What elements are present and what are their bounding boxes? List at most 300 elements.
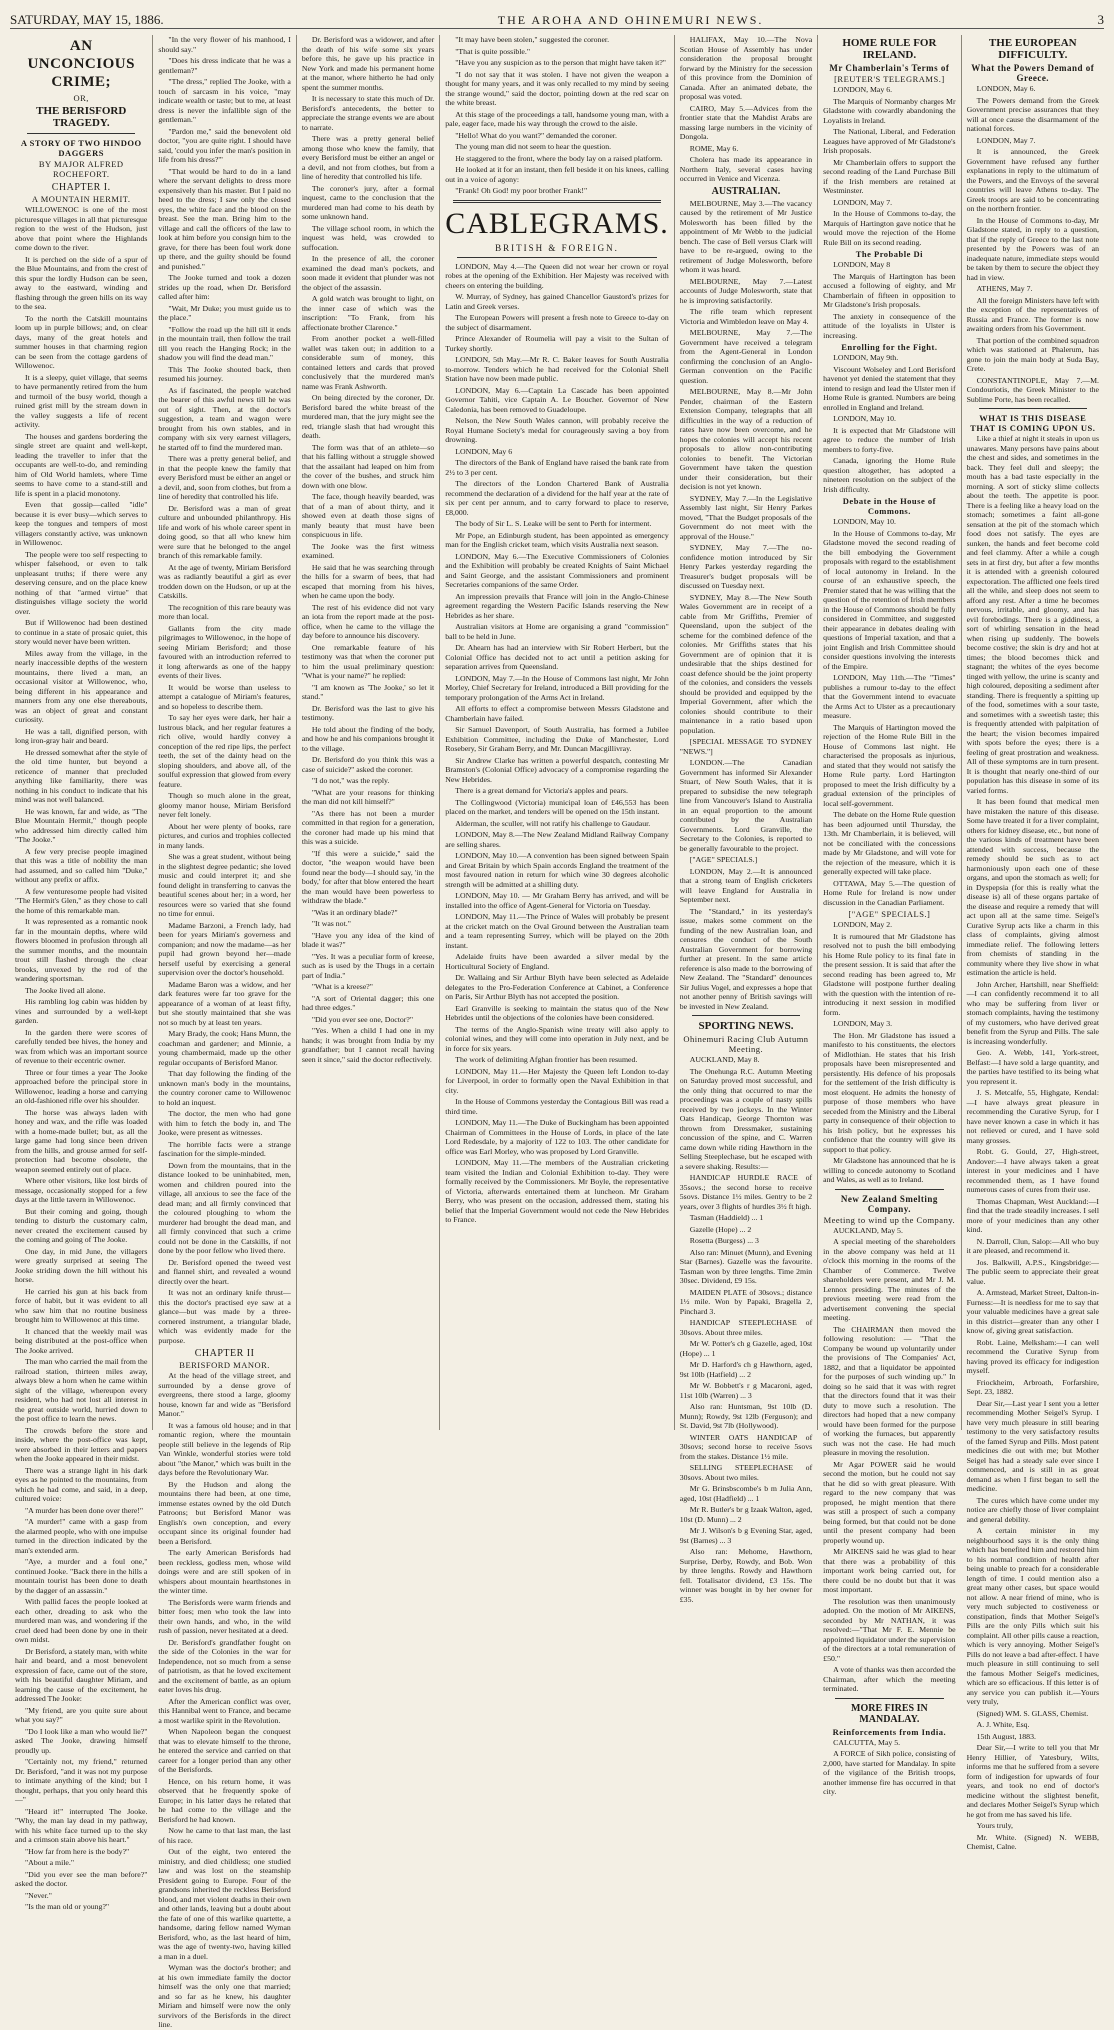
paragraph: "Is the man old or young?" <box>25 1902 110 1911</box>
paragraph: The Jooke turned and took a dozen strides up the road, when Dr. Berisford called after him: <box>158 273 291 301</box>
paragraph: He was a tall, dignified person, with long iron-gray hair and beard. <box>15 726 148 745</box>
paragraph: LONDON, May 11th.—The "Times" publishes a rumour to-day to the effect that the Government intend to evacuate the Arms Act to Ulster as a precautionary measure. <box>823 673 956 720</box>
paragraph: "Does his dress indicate that he was a gentleman?" <box>158 56 291 75</box>
column-3 <box>297 35 440 1430</box>
paragraph: In the House of Commons to-day, Mr Gladstone stated, in reply to a question, that if the reply of Greece to the last note presented by the Powers was of an inadequate nature, immediate steps would be taken by them to secure the object they had in view. <box>966 215 1099 282</box>
paragraph: There was a strange light in his dark eyes as he pointed to the mountains, from which he had come, and said, in a deep, cultured voice: <box>15 1465 148 1503</box>
probable-heading: The Probable Di <box>855 249 924 259</box>
paragraph: SYDNEY, May 7.—The no-confidence motion introduced by Sir Henry Parkes yesterday regarding the Treasurer's budget proposals will be discussed on Tuesday next. <box>679 543 813 590</box>
paragraph: Madame Barzoni, a French lady, had been for years Miriam's governess and companion; and now the madame—as her pupil had grown beyond her—made herself useful by exercising a general supervision over the doctor's household. <box>158 920 291 977</box>
paragraph: Dr. Ahearn has had an interview with Sir Robert Herbert, but the Colonial Office has decided not to act until a petition asking for separation arrives from Queensland. <box>445 643 669 671</box>
paragraph: The Berisfords were warm friends and bitter foes; men who took the law into their own hands, and who, in the wild rush of passion, never hesitated at a deed. <box>158 1597 291 1635</box>
paragraph: "Was it an ordinary blade?" <box>311 907 398 917</box>
paragraph: "Have you any idea of the kind of blade it was?" <box>301 930 435 949</box>
column-6-body-d <box>823 517 955 907</box>
paragraph: "Did you ever see the man before?" asked the doctor. <box>15 1869 148 1888</box>
paragraph: Dr Berisford, a stately man, with white hair and beard, and a most benevolent expression of face, came out of the store, with his beautiful daughter Miriam, and learning the cause of the excitement, he addressed The Jooke: <box>15 1646 148 1703</box>
paragraph: "Do I look like a man who would lie?" asked The Jooke, drawing himself proudly up. <box>15 1726 148 1755</box>
paragraph: The horse was always laden with honey and wax, and the rifle was loaded with a home-made bullet; but, as all the large game had long since been driven from the hills, and grouse armed for self-protection had become obsolete, the weapon seemed entirely out of place. <box>15 1107 148 1174</box>
paragraph: MELBOURNE, May 8.—Mr John Pender, chairman of the Eastern Extension Company, telegraphs that all difficulties in the way of a reduction of rates have now been overcome, and he hopes the colonies will accept his recent proposals to allow non-contributing colonies to benefit. The Victorian Government have taken the question under their consideration, but their decision is not yet known. <box>679 387 813 491</box>
european-heading: THE EUROPEAN DIFFICULTY. <box>988 37 1077 61</box>
paragraph: Yours truly, <box>976 1821 1013 1830</box>
paragraph: Madame Baron was a widow, and her dark features were far too grave for the appearance of a woman of at least fifty, but she stoutly maintained that she was not so much by at least ten years. <box>158 979 291 1027</box>
paragraph: A special meeting of the shareholders in the above company was held at 11 o'clock this morning in the rooms of the Chamber of Commerce. Twelve shareholders were present, and Mr J. M. Lennox presiding. The minutes of the previous meeting were read from the advertisement convening the special meeting. <box>823 1237 956 1322</box>
paragraph: As if fascinated, the people watched the bearer of this awful news till he was out of sight. Then, at the doctor's suggestion, a team and wagon were brought from his own stables, and in company with six very earnest villagers, he started off to find the murdered man. <box>158 385 291 452</box>
paragraph: "My friend, are you quite sure about what you say?" <box>15 1705 148 1724</box>
paragraph: "I do not," was the reply. <box>311 776 390 785</box>
paragraph: LONDON, 5th May.—Mr R. C. Baker leaves for South Australia to-morrow. Tenders which he had received for the Colonial Shell Station have now been made public. <box>445 355 669 383</box>
paragraph: It is expected that Mr Gladstone will agree to reduce the number of Irish members to forty-five. <box>823 425 956 454</box>
paragraph: Cholera has made its appearance in Northern Italy, several cases having occurred in Venice and Vicenza. <box>679 155 813 183</box>
paragraph: The Jooke was the first witness examined. <box>301 541 435 560</box>
paragraph: It was represented as a romantic nook far in the mountain depths, where wild flowers bloomed in profusion through all the summer months, and the mountain trout still flashed through the clear brooks, unvexed by the rod of the wandering sportsman. <box>15 917 148 983</box>
paragraph: Mr D. Harford's ch g Hawthorn, aged, 9st 10lb (Hatfield) ... 2 <box>679 1360 813 1379</box>
issue-date: SATURDAY, MAY 15, 1886. <box>10 12 164 27</box>
paragraph: Adelaide fruits have been awarded a silver medal by the Horticultural Society of England. <box>445 952 669 971</box>
paragraph: CALCUTTA, May 5. <box>833 1737 901 1747</box>
paragraph: [SPECIAL MESSAGE TO SYDNEY "NEWS."] <box>679 737 813 756</box>
paragraph: The form was that of an athlete—so that his falling without a struggle showed that the assailant had leaped on him from the cover of the bushes, and struck him down with one blow. <box>301 442 435 490</box>
chapter-subheading: A MOUNTAIN HERMIT. <box>31 194 131 204</box>
paragraph: Mr G. Brinsbscombe's b m Julia Ann, aged, 10st (Hadfield) ... 1 <box>679 1484 813 1503</box>
paragraph: Three or four times a year The Jooke approached before the principal store in Willowenoc, leading a horse and carrying an old-fashioned rifle over his shoulder. <box>15 1067 148 1105</box>
paragraph: Robt. G. Gould, 27, High-street, Andover:—I have always taken a great interest in your medicines and I have recommended them, as I have found numerous cases of cures from their use. <box>966 1147 1099 1194</box>
column-6-body-f <box>823 1226 955 1694</box>
paragraph: Dr. Berisford was a widower, and after the death of his wife some six years before this, he gave up his practice in New York and made his permanent home at the manor, where hitherto he had only spent the summer months. <box>301 35 435 92</box>
story-subtitle: THE BERISFORD TRAGEDY. <box>36 105 127 129</box>
paragraph: On being directed by the coroner, Dr. Berisford bared the white breast of the murdered man, that the jury might see the red, triangle slash that had wrought this death. <box>301 393 435 440</box>
paragraph: HANDICAP STEEPLECHASE of 30sovs. About three miles. <box>679 1318 813 1337</box>
paragraph: LONDON, May 7. <box>976 135 1036 145</box>
paragraph: Friockheim, Arbroath, Forfarshire, Sept. 23, 1882. <box>966 1377 1099 1396</box>
paragraph: "That is quite possible." <box>455 46 531 56</box>
paragraph: OTTAWA, May 5.—The question of Home Rule for Ireland is now under discussion in the Canadian Parliament. <box>823 878 956 907</box>
paragraph: From another pocket a well-filled wallet was taken out; in addition to a considerable sum of money, this contained letters and cards that proved conclusively that the murdered man's name was Frank Ashworth. <box>301 334 435 391</box>
paragraph: LONDON, May 2.—It is announced that a strong team of English cricketers will leave England for Australia in September next. <box>679 866 813 904</box>
paragraph: Wyman was the doctor's brother; and at his own immediate family the doctor himself was the only one that married; and so far as he knew, his daughter Miriam and himself were now the only survivors of the Berisfords in the direct line. <box>158 1963 291 2029</box>
paragraph: The Collingwood (Victoria) municipal loan of £46,553 has been placed on the market, and tenders will be opened on the 15th instant. <box>445 797 669 816</box>
paragraph: It is a sleepy, quiet village, that seems to have permanently retired from the hum and turmoil of the busy world, though a ruined grist mill by the stream down in the valley suggests a life of recent activity. <box>15 372 148 429</box>
paragraph: LONDON, May 2. <box>833 920 893 929</box>
paragraph: HALIFAX, May 10.—The Nova Scotian House of Assembly has under consideration the proposal brought forward by the Ministry for the secession of this province from the Dominion of Canada. After an animated debate, the proposal was voted. <box>679 35 813 101</box>
paragraph: A few very precise people imagined that this was a title of nobility the man had assumed, and so called him "Duke," without any prefix or affix. <box>15 846 148 884</box>
paragraph: Canada, ignoring the Home Rule question altogether, has adopted a nineteen resolution on the subject of the Irish difficulty. <box>823 456 956 494</box>
paragraph: His rambling log cabin was hidden by vines and surrounded by a well-kept garden. <box>15 997 148 1025</box>
paragraph: At this stage of the proceedings a tall, handsome young man, with a pale, eager face, made his way through the crowd to the aisle. <box>445 109 669 128</box>
paragraph: Out of the eight, two entered the ministry, and died childless; one studied law and was lost on the steamship President going to Europe. Four of the grandsons inherited the reckless Berisford blood, and met violent deaths in their own and other lands, leaving but a doubt about the fate of one of this warlike quartette, a handsome, daring fellow named Wyman Berisford, who, as the last heard of him, was the age of twenty-two, having killed a man in a duel. <box>158 1847 291 1961</box>
paragraph: In the House of Commons to-day, the Marquis of Hartington gave notice that he would move the rejection of the Home Rule Bill on its second reading. <box>823 209 956 247</box>
paragraph: The crowds before the store and inside, where the post-office was kept, were absorbed in their letters and papers when the Jooke appeared in their midst. <box>15 1425 148 1463</box>
paragraph: "Have you any suspicion as to the person that might have taken it?" <box>455 58 666 67</box>
paragraph: The man who carried the mail from the railroad station, thirteen miles away, always blew a horn when he came within sight of the village, whereupon every resident, who had not lost all interest in the great outside world, hurried down to the post office to learn the news. <box>15 1357 148 1423</box>
paragraph: LONDON, May 4.—The Queen did not wear her crown or royal robes at the opening of the Exhibition. Her Majesty was received with cheers on entering the building. <box>445 261 669 290</box>
paragraph: "Frank! Oh God! my poor brother Frank!" <box>455 186 588 195</box>
paragraph: Tasman (Haddield) ... 1 <box>689 1213 764 1222</box>
divider <box>835 1189 943 1190</box>
paragraph: Mr J. Wilson's b g Evening Star, aged, 9st (Barnes) ... 3 <box>679 1526 813 1545</box>
paragraph: W. Murray, of Sydney, has gained Chancellor Gaustord's prizes for Latin and Greek verses. <box>445 292 669 311</box>
debate-heading: Debate in the House of Commons. <box>842 496 936 516</box>
paragraph: A certain minister in my neighbourhood says it is the only thing which has benefited him and restored him to his normal condition of health after being unable to preach for a considerable length of time. I could mention also a great many other cases, but space would not allow. A near friend of mine, who is very much subjected to costiveness or constipation, finds that Mother Seigel's Pills are the only Pills which suit his complaint. All other pills cause a reaction, which is very annoying. Mother Seigel's Pills do not leave a bad after-effect. I have much pleasure in still continuing to sell the famous Mother Seigel's medicines, which are so efficacious. If this letter is of any service you can publish it.—Yours very truly, <box>966 1526 1099 1706</box>
paragraph: Viscount Wolseley and Lord Berisford havenot yet denied the statement that they intend to resign and lead the Ulster men if Home Rule is granted. Numbers are being enrolled in England and Ireland. <box>823 364 956 412</box>
paragraph: It is perched on the side of a spur of the Blue Mountains, and from the crest of this spur the lordly Hudson can be seen, away to the eastward, winding and flashing through the green hills on its way to the sea. <box>15 254 148 311</box>
paragraph: The Marquis of Hartington has been accused a following of eighty, and Mr Chamberlain of fifteen in opposition to Mr Gladstone's Irish proposals. <box>823 271 956 309</box>
paragraph: Also ran: Minuet (Munn), and Evening Star (Barnes). Gazelle was the favourite. Tasman won by three lengths. Time 2min 30sec. Dividend, £9 15s. <box>679 1247 813 1285</box>
paragraph: Sir Samuel Davenport, of South Australia, has formed a Jubilee Exhibition Committee, including the Duke of Manchester, Lord Rosebery, Sir Graham Berry, and Mr. Duncan Macgillivray. <box>445 725 669 753</box>
paragraph: "A sort of Oriental dagger; this one had three edges." <box>301 993 435 1012</box>
divider <box>453 200 661 203</box>
paragraph: The CHAIRMAN then moved the following resolution: — "That the Company be wound up voluntarily under the provisions of The Companies' Act, 1882, and that a liquidator be appointed for the purposes of such winding up." In doing so he said that it was with regret that the directors found that it was their duty to move such a resolution. The directors had hoped that a new company would have been formed for the purpose of working the furnaces, but apparently such was not the case. He had much pleasure in moving the resolution. <box>823 1324 956 1457</box>
paragraph: "I am known as 'The Jooke,' so let it stand." <box>301 682 435 701</box>
paragraph: The horrible facts were a strange fascination for the simple-minded. <box>158 1139 291 1158</box>
paragraph: The terms of the Anglo-Spanish wine treaty will also apply to colonial wines, and they will come into operation in July next, and be in force for six years. <box>445 1024 669 1053</box>
paragraph: A vote of thanks was then accorded the Chairman, after which the meeting terminated. <box>823 1665 956 1693</box>
paragraph: In the garden there were scores of carefully tended bee hives, the honey and wax from which was an important source of revenue to their eccentric owner. <box>15 1027 148 1065</box>
paragraph: John Archer, Hartshill, near Sheffield:—I can confidently recommend it to all who may be suffering from liver or stomach complaints, having the testimony of my customers, who have derived great benefit from the Syrup and Pills. The sale is increasing wonderfully. <box>966 979 1099 1046</box>
paragraph: The "Standard," in its yesterday's issue, makes some comment on the funding of the new Australian loan, and censures the conduct of the South Australian Government for borrowing further at present. In the same article reference is also made to the borrowing of New Zealand. The "Standard" denounces Sir Julius Vogel, and expresses a hope that not another penny of British savings will be invested in New Zealand. <box>679 906 813 1011</box>
paragraph: "Follow the road up the hill till it ends in the mountain trail, then follow the trail till you reach the Hanging Rock; in the shadow you will find the dead man." <box>158 324 291 362</box>
paragraph: Mr W. Bobbett's r g Macaroni, aged, 11st 10lb (Warren) ... 3 <box>679 1381 813 1400</box>
paragraph: Mr. White. (Signed) N. WEBB, Chemist, Calne. <box>966 1832 1099 1851</box>
paragraph: ["AGE" SPECIALS.] <box>689 855 758 864</box>
story-or: OR, <box>73 93 89 103</box>
paragraph: LONDON, May 11.—The members of the Australian cricketing team visited the Indian and Colonial Exhibition to-day. They were formally received by the Commissioners. Mr Boyle, the representative of Victoria, afterwards entertained them at luncheon. Mr Graham Berry, who was present on the occasion, addressed them, stating his belief that the Imperial Government would not cede the New Hebrides to France. <box>445 1158 669 1224</box>
paragraph: LONDON, May 6.—The Executive Commissioners of Colonies and the Exhibition will probably be created Knights of Saint Michael and Saint George, and the assistant Commissioners and prominent Secretaries companions of the same Order. <box>445 551 669 589</box>
paragraph: The rifle team which represent Victoria and Wimbledon leave on May 4. <box>679 307 813 326</box>
paragraph: "A murder has been done over there!" <box>25 1505 144 1515</box>
paragraph: SELLING STEEPLECHASE of 30sovs. About two miles. <box>679 1463 813 1482</box>
paragraph: SYDNEY, May 7.—In the Legislative Assembly last night, Sir Henry Parkes moved, "That the Budget proposals of the Government do not meet with the approval of the House." <box>679 493 813 541</box>
column-1 <box>10 35 153 1911</box>
paragraph: That portion of the combined squadron which was stationed at Phalerum, has gone to join the main body at Suda Bay, Crete. <box>966 335 1099 373</box>
paragraph: Gazelle (Hope) ... 2 <box>689 1224 752 1234</box>
paragraph: Dear Sir,—I write to tell you that Mr Henry Hillier, of Yatesbury, Wilts, informs me that he suffered from a severe form of indigestion for upwards of four years, and took no end of doctor's medicine without the slightest benefit, and declares Mother Seigel's Syrup which he got from me has saved his life. <box>966 1743 1099 1819</box>
paragraph: It chanced that the weekly mail was being distributed at the post-office when The Jooke arrived. <box>15 1326 148 1355</box>
paragraph: It would be worse than useless to attempt a catalogue of Miriam's features, and so hopeless to describe them. <box>158 682 291 711</box>
paragraph: "What are your reasons for thinking the man did not kill himself?" <box>301 787 435 806</box>
paragraph: LONDON, May 6. <box>976 84 1036 93</box>
paragraph: He looked at it for an instant, then fell beside it on his knees, calling out in a voice of agony: <box>445 165 669 184</box>
paragraph: CONSTANTINOPLE, May 7.—M. Condouriotis, the Greek Minister to the Sublime Porte, has been recalled. <box>966 375 1099 404</box>
column-2 <box>153 35 296 2029</box>
paragraph: "Hello! What do you want?" demanded the coroner. <box>455 130 617 140</box>
paragraph: Robt. Laine, Melksham:—I can well recommend the Curative Syrup from having proved its efficacy for indigestion myself. <box>966 1337 1099 1375</box>
paragraph: WILLOWENOC is one of the most picturesque villages in all that picturesque region to the west of the Hudson, just above that point where the Highlands come down to the river. <box>15 205 148 252</box>
paragraph: There was a pretty general belief, and in that the people knew the family that every Berisford must be either an angel or a devil, and, soon from clothes, but from a line of heredity that controlled his life. <box>158 454 291 501</box>
paragraph: Dr. Berisford was the last to give his testimony. <box>301 703 435 722</box>
paragraph: The young man did not seem to hear the question. <box>455 142 612 151</box>
paragraph: One day, in mid June, the villagers were greatly surprised at seeing The Jooke striding down the hill without his horse. <box>15 1246 148 1284</box>
paragraph: LONDON, May 9th. <box>833 353 899 362</box>
paragraph: LONDON, May 11.—The Prince of Wales will probably be present at the cricket match on the Oval Ground between the Australian team and a team representing Surrey, which will be played on the 20th instant. <box>445 912 669 950</box>
paragraph: It was a famous old house; and in that romantic region, where the mountain people still believe in the legends of Rip Van Winkle, wonderful stories were told about "the Manor," which was built in the days before the Revolutionary War. <box>158 1420 291 1477</box>
paragraph: "The dress," replied The Jooke, with a touch of sarcasm in his voice, "may indicate wealth or taste; but to me, at least dress is never the infallible sign of the gentleman." <box>158 77 291 124</box>
paragraph: Where other visitors, like lost birds of message, occasionally stopped for a few days at the little tavern in Willowenoc. <box>15 1176 148 1204</box>
paragraph: ATHENS, May 7. <box>976 284 1033 293</box>
paragraph: (Signed) WM. S. GLASS, Chemist. <box>976 1708 1089 1718</box>
cablegrams-subheading: BRITISH & FOREIGN. <box>495 242 619 253</box>
paragraph: It is necessary to state this much of Dr. Berisford's antecedents, the better to appreciate the strange events we are about to narrate. <box>301 94 435 132</box>
paragraph: When Napoleon began the conquest that was to elevate himself to the throne, he entered the service and carried on that career for a longer period than any other of the Berisfords. <box>158 1727 291 1774</box>
paragraph: MAIDEN PLATE of 30sovs.; distance 1½ mile. Won by Papaki, Bragella 2, Pinchard 3. <box>679 1287 813 1316</box>
paragraph: Dr. Berisford do you think this was a case of suicide?" asked the coroner. <box>301 755 435 774</box>
paragraph: The Marquis of Normanby charges Mr Gladstone with cowardly abandoning the Loyalists in Ireland. <box>823 96 956 125</box>
column-6 <box>818 35 961 1796</box>
paragraph: LONDON, May 10. <box>833 517 896 526</box>
paragraph: "It may have been stolen," suggested the coroner. <box>455 35 610 44</box>
paragraph: "Heard it!" interrupted The Jooke. "Why, the man lay dead in my pathway, with his white face turned up to the sky and a crimson stain above his heart." <box>15 1806 148 1844</box>
home-rule-heading: HOME RULE FOR IRELAND. <box>842 37 937 61</box>
paragraph: He carried his gun at his back from force of habit, but it was evident to all who saw him that no routine business brought him to Willowenoc at this time. <box>15 1286 148 1324</box>
enrolling-heading: Enrolling for the Fight. <box>841 342 938 352</box>
australian-heading: AUSTRALIAN. <box>711 185 781 197</box>
paragraph: Dr. Berisford's grandfather fought on the side of the Colonies in the war for Independence, not so much from a sense of patriotism, as that he loved excitement and the excitement of battle, as an opium eater loves his drug. <box>158 1637 291 1694</box>
paragraph: Mr R. Butler's br g Izaak Walton, aged, 10st (D. Munn) ... 2 <box>679 1505 813 1524</box>
masthead <box>10 6 1104 29</box>
paragraph: "Never." <box>25 1890 52 1900</box>
paragraph: About her were plenty of books, rare pictures, and curios and trophies collected in many lands. <box>158 821 291 850</box>
paragraph: He dressed somewhat after the style of the old time hunter, but beyond a reticence of manner that precluded anything like familiarity, there was nothing in his conduct to indicate that his mind was not well balanced. <box>15 747 148 804</box>
column-6-body-g <box>823 1738 955 1797</box>
paragraph: There was a pretty general belief among those who knew the family, that every Berisford must be either an angel or a devil, and not from clothes, but from a line of heredity that controlled his life. <box>301 134 435 181</box>
paragraph: It has been found that medical men have mistaken the nature of this disease. Some have treated it for a liver complaint, others for kidney disease, etc., but none of the various kinds of treatment have been attended with success, because the remedy should be such as to act harmoniously upon each one of these organs, and upon the stomach as well; for in Dyspepsia (for this is really what the disease is) all of these organs partake of the disease and require a remedy that will act upon all at the same time. Seigel's Curative Syrup acts like a charm in this class of complaints, giving almost immediate relief. The following letters from chemists of standing in the community where they live show in what estimation the article is held. <box>966 797 1099 977</box>
paragraph: This The Jooke shouted back, then resumed his journey. <box>158 364 291 383</box>
column-5-body-c <box>680 1055 812 1604</box>
paragraph: "Aye, a murder and a foul one," continued Jooke. "Back there in the hills a mountain tourist has been done to death by the dagger of an assassin." <box>15 1557 148 1595</box>
paragraph: The cures which have come under my notice are chiefly those of liver complaint and general debility. <box>966 1495 1099 1524</box>
paragraph: "Pardon me," said the benevolent old doctor, "you are quite right. I should have said, 'could you infer the man's position in life from his dress?'" <box>158 126 291 164</box>
sporting-heading: SPORTING NEWS. <box>698 1020 794 1032</box>
paragraph: He told about the finding of the body, and how he and his companions brought it to the village. <box>301 724 435 753</box>
paragraph: In the House of Commons to-day, Mr Gladstone moved the second reading of the bill embodying the Government proposals with regard to the establishment of local autonomy in Ireland. In the course of an exhaustive speech, the Premier stated that he was willing that the question of the retention of Irish members in the House of Commons should be fully considered in Committee, and suggested their appearance in debates dealing with questions of Imperial taxation, and that a joint English and Irish Committee should consider questions involving the interests of the Empire. <box>823 528 956 671</box>
paragraph: "Yes. When a child I had one in my hands; it was brought from India by my grandfather; but I cannot recall having seen it since," said the doctor reflectively. <box>301 1026 435 1064</box>
column-6-body-b <box>823 260 955 340</box>
paragraph: LONDON, May 10.—A convention has been signed between Spain and Great Britain by which Spain accords England the treatment of the most favoured nation in return for which wine 30 degrees alcoholic strength will be admitted at a shilling duty. <box>445 851 669 889</box>
paragraph: Mary Brady, the cook; Hans Munn, the coachman and gardener; and Minnie, a young chambermaid, made up the other regular occupants of Berisford Manor. <box>158 1029 291 1067</box>
paragraph: "Did you ever see one, Doctor?" <box>311 1014 414 1024</box>
paragraph: It was not an ordinary knife thrust—this the doctor's practised eye saw at a glance—but was made by a three-cornered instrument, a triangular blade, which was evidently made for the purpose. <box>158 1288 291 1345</box>
paragraph: All the foreign Ministers have left with the exception of the representatives of Russia and France. The former is now awaiting orders from his Government. <box>966 295 1099 333</box>
paragraph: Dear Sir,—Last year I sent you a letter recommending Mother Seigel's Syrup. I have very much pleasure in still bearing testimony to the very satisfactory results of the famed Syrup and Pills. Most patent medicines die out with me; but Mother Seigel has had a steady sale ever since I commenced, and is still in as great demand as when I first began to sell the medicine. <box>966 1398 1099 1493</box>
paragraph: But their coming and going, though tending to disturb the customary calm, never created the excitement caused by the coming and going of The Jooke. <box>15 1206 148 1244</box>
column-4-body-a <box>445 35 669 196</box>
paragraph: That day following the finding of the unknown man's body in the mountains, the country coroner came to Willowenoc to hold an inquest. <box>158 1069 291 1107</box>
paragraph: AUCKLAND, May 5. <box>833 1225 903 1235</box>
paragraph: The rest of his evidence did not vary an iota from the report made at the post-office, when he came to the village the day before to announce his discovery. <box>301 602 435 640</box>
paragraph: At the age of twenty, Miriam Berisford was as radiantly beautiful a girl as ever trodden down on the Hudson, or up at the Catskills. <box>158 562 291 600</box>
divider <box>979 408 1087 409</box>
paragraph: Even that gossip—called "idle" because it is ever busy—which serves to keep the tongues and tempers of most villagers constantly active, was unknown in Willowenoc. <box>15 500 148 547</box>
paragraph: "About a mile." <box>25 1858 75 1867</box>
paragraph: Dr. Berisford was a man of great culture and unbounded philanthropy. His life and work of his whole career spent in doing good, so that all who knew him were sure that he belonged to the angel branch of this remarkable family. <box>158 503 291 560</box>
smelting-subheading: Meeting to wind up the Company. <box>823 1214 956 1225</box>
paragraph: One remarkable feature of his testimony was that when the coroner put to him the usual preliminary question: "What is your name?" he replied: <box>301 642 435 680</box>
paragraph: Prince Alexander of Roumelia will pay a visit to the Sultan of Turkey shortly. <box>445 334 669 353</box>
paragraph: The Hon. Mr Gladstone has issued a manifesto to his constituents, the electors of Midlothian. He states that his Irish proposals have been misrepresented and persistently. His defence of his proposals for the settlement of the Irish difficulty is most eloquent. He admits the honesty of purpose of those members who have seceded from the Ministry and the Liberal party in consequence of their objection to his Irish policy, but he expresses his confidence that the country will give its support to that policy. <box>823 1030 956 1154</box>
divider <box>835 1698 943 1699</box>
paragraph: MELBOURNE, May 7.—Latest accounts of Judge Molesworth, state that he is improving satisfactorily. <box>679 276 813 305</box>
paragraph: LONDON, May 8.—The New Zealand Midland Railway Company are selling shares. <box>445 830 669 849</box>
column-7-body-a <box>967 84 1099 404</box>
paragraph: A. J. White, Esq. <box>976 1720 1030 1729</box>
paragraph: SYDNEY, May 8.—The New South Wales Government are in receipt of a cable from Mr Griffiths, Premier of Queensland, upon the subject of the scheme for the combined defence of the colonies. Mr Griffiths states that his Government are of opinion that it is undesirable that the ships destined for coast defence should be the joint property of the colonies, and considers the vessels should be provided and equipped by the Imperial Government, after which the colonies should contribute to their maintenance in a ratio based upon population. <box>679 592 813 735</box>
paragraph: Miles away from the village, in the nearly inaccessible depths of the western mountains, there lived a man, an occasional visitor at Willowenoc, who, being different in his appearance and manners from any one else thereabouts, was an object of great and constant curiosity. <box>15 648 148 724</box>
paragraph: LONDON, May 6.—Captain La Cascade has been appointed Governor Tahiti, vice Captain A. Le Boucher. Governor of New Caledonia, has been removed to Guadeloupe. <box>445 385 669 414</box>
paragraph: "What is a kreese?" <box>311 982 373 991</box>
agency-line: [REUTER'S TELEGRAMS.] <box>834 74 945 84</box>
paragraph: With pallid faces the people looked at each other, dreading to ask who the murdered man was, and wondering if the cruel deed had been done by one in their own midst. <box>15 1597 148 1644</box>
paragraph: LONDON, May 10. — Mr Graham Berry has arrived, and will be installed into the office of Agent-General for Victoria on Tuesday. <box>445 891 669 910</box>
paragraph: But if Willowenoc had been destined to continue in a state of prosaic quiet, this story would never have been written. <box>15 618 148 646</box>
paragraph: LONDON, May 6. <box>833 85 893 94</box>
divider <box>27 133 135 134</box>
paragraph: Dr. Berisford opened the tweed vest and flannel shirt, and revealed a wound directly over the heart. <box>158 1257 291 1286</box>
paragraph: The coroner's jury, after a formal inquest, came to the conclusion that the murdered man had come to his death by some unknown hand. <box>301 183 435 221</box>
divider <box>457 257 657 258</box>
disease-heading: WHAT IS THIS DISEASE THAT IS COMING UPON US. <box>970 413 1096 433</box>
column-6-body-a <box>823 85 955 247</box>
column-6-body-e <box>823 920 955 1185</box>
paragraph: The village school room, in which the inquest was held, was crowded to suffocation. <box>301 223 435 252</box>
paragraph: The European Powers will present a fresh note to Greece to-day on the subject of disarmament. <box>445 313 669 332</box>
paragraph: LONDON, May 7. <box>833 197 893 207</box>
paragraph: Down from the mountains, that in the distance looked to be uninhabited, men, women and children poured into the village, all anxious to see the face of the dead man; and all firmly convinced that the coloured ploughing to whom the murderer had brought the dead man, and all firmly convinced that such a crime could not be done in the Catskills, if not done by the poor fellow who lived there. <box>158 1160 291 1255</box>
chapter-subheading: BERISFORD MANOR. <box>179 1360 270 1370</box>
paragraph: To the north the Catskill mountains loom up in purple billows; and, on clear days, many of the great hotels and summer houses in that charming region can be seen from the cottage gardens of Willowenoc. <box>15 313 148 370</box>
paragraph: A FORCE of Sikh police, consisting of 2,000, have started for Mandalay. In spite of the vigilance of the British troops, another immense fire has occurred in that city. <box>823 1749 956 1796</box>
paragraph: "If this were a suicide," said the doctor, "the weapon would have been found near the body—I should say, 'in the body,' for after that blow entered the heart the man would have been powerless to withdraw the blade." <box>301 848 435 905</box>
sporting-subheading: Ohinemuri Racing Club Autumn Meeting. <box>683 1034 809 1054</box>
paragraph: The anxiety in consequence of the attitude of the loyalists in Ulster is increasing. <box>823 311 956 340</box>
column-7-body-b <box>967 434 1099 1852</box>
paragraph: Earl Granville is seeking to maintain the status quo of the New Hebrides until the objections of the colonies have been considered. <box>445 1003 669 1022</box>
paragraph: Also ran: Huntsman, 9st 10lb (D. Munn); Rowdy, 9st 12lb (Ferguson); and St. David, 9st 7lb (Hollywood). <box>679 1402 813 1430</box>
paragraph: Jos. Balkwill, A.P.S., Kingsbridge:—The public seem to appreciate their great value. <box>966 1257 1099 1286</box>
paragraph: "I do not say that it was stolen. I have not given the weapon a thought for many years, and it was only recalled to my mind by seeing the strange wound," said the doctor, pointing down at the red scar on the white breast. <box>445 69 669 107</box>
paragraph: The work of delimiting Afghan frontier has been resumed. <box>455 1055 638 1064</box>
story-title: AN UNCONCIOUS CRIME; <box>27 38 135 90</box>
paragraph: LONDON, May 7.—In the House of Commons last night, Mr John Morley, Chief Secretary for Ireland, introduced a Bill providing for the temporary prolongation of the Arms Act in Ireland. <box>445 673 669 702</box>
paragraph: A gold watch was brought to light, on the inner case of which was the inscription: "To Frank, from his affectionate brother Clarence." <box>301 294 435 332</box>
paragraph: It is rumoured that Mr Gladstone has resolved not to push the bill embodying his Home Rule policy to its final fate in the present session. It is said that after the second reading has been agreed to, Mr Gladstone will postpone further dealing with the question with the intention of re-introducing it next session in modified form. <box>823 931 956 1017</box>
divider <box>692 1015 800 1016</box>
paragraph: The directors of the London Chartered Bank of Australia recommend the declaration of a dividend for the half year at the rate of six per cent per annum, and to carry forward to place to reserve, £8,000. <box>445 479 669 517</box>
paragraph: The National, Liberal, and Federation Leagues have approved of Mr Gladstone's Irish proposals. <box>823 127 956 155</box>
paragraph: In the House of Commons yesterday the Contagious Bill was read a third time. <box>445 1097 669 1116</box>
paragraph: CAIRO, May 5.—Advices from the frontier state that the Mahdist Arabs are massing large numbers in the vicinity of Dongola. <box>679 103 813 141</box>
paragraph: It is announced, the Greek Government have refused any further explanations in reply to the ultimatum of the Powers, and the Envoys of the several countries will leave Athens to-day. The Greek troops are said to be concentrating on the northern frontier. <box>966 147 1099 213</box>
age-specials-heading: ["AGE" SPECIALS.] <box>848 909 931 919</box>
paragraph: He staggered to the front, where the body lay on a raised platform. <box>455 153 663 163</box>
paragraph: The early American Berisfords had been reckless, godless men, whose wild doings were and are still spoken of in whispers about mountain hearthstones in the winter time. <box>158 1548 291 1595</box>
paragraph: Thomas Chapman, West Auckland:—I find that the trade steadily increases. I sell more of your medicines than any other kind. <box>966 1196 1099 1234</box>
paragraph: At the head of the village street, and surrounded by a dense grove of evergreens, there stood a large, gloomy house, known far and wide as "Berisford Manor." <box>158 1371 291 1418</box>
columns <box>10 35 1104 2029</box>
paragraph: The body of Sir L. S. Leake will be sent to Perth for interment. <box>455 519 652 528</box>
column-5 <box>675 35 818 1604</box>
paper-title: THE AROHA AND OHINEMURI NEWS. <box>497 13 764 27</box>
paragraph: Though so much alone in the great, gloomy manor house, Miriam Berisford never felt lonely. <box>158 791 291 819</box>
paragraph: The debate on the Home Rule question has been adjourned until Thursday, the 13th. Mr Chamberlain, it is believed, will not be conciliated with the concessions made by Mr Gladstone, and will vote for the rejection of the measure, which it is generally expected will take place. <box>823 810 956 876</box>
paragraph: A few venturesome people had visited "The Hermit's Glen," as they chose to call the home of this remarkable man. <box>15 886 148 915</box>
paragraph: "Wait, Mr Duke; you must guide us to the place." <box>158 303 291 322</box>
story-kicker: A STORY OF TWO HINDOO DAGGERS <box>20 138 142 158</box>
paragraph: The face, though heavily bearded, was that of a man of about thirty, and it showed even at death those signs of manly beauty that must have been conspicuous in life. <box>301 492 435 539</box>
paragraph: LONDON, May 6 <box>455 446 513 456</box>
chapter-heading: CHAPTER I. <box>51 182 111 193</box>
paragraph: LONDON, May 11.—The Duke of Buckingham has been appointed Chairman of Committees in the House of Lords, in place of the late Lord Redesdale, by a majority of 122 to 103. The other candidate for office was Earl Morley, who was proposed by Lord Granville. <box>445 1118 669 1156</box>
story-byline: BY MAJOR ALFRED ROCHEFORT. <box>38 159 124 179</box>
paragraph: By the Hudson and along the mountains there had been, at one time, immense estates owned by the old Dutch Patroons; but Berisford Manor was English's own conception, and every occupant since its original founder had been a Berisford. <box>158 1479 291 1546</box>
paragraph: The directors of the Bank of England have raised the bank rate from 2½ to 3 per cent. <box>445 458 669 477</box>
paragraph: Mr Gladstone has announced that he is willing to concede autonomy to Scotland and Wales, as well as to Ireland. <box>823 1156 956 1184</box>
paragraph: An impression prevails that France will join in the Anglo-Chinese agreement regarding the Western Pacific Islands reserving the New Hebrides as her share. <box>445 591 669 620</box>
paragraph: J. S. Metcalfe, 55, Highgate, Kendal:—I have always great pleasure in recommending the Curative Syrup, for I have never known a case in which it has not relieved or cured, and I have sold many grosses. <box>966 1088 1099 1145</box>
fires-subheading: Reinforcements from India. <box>832 1726 947 1737</box>
paragraph: LONDON, May 8 <box>833 260 891 269</box>
paragraph: He said that he was searching through the hills for a swarm of bees, that had escaped that morning from his hives, when he came upon the body. <box>301 562 435 600</box>
column-5-body-b <box>680 199 812 1012</box>
paragraph: LONDON, May 3. <box>833 1019 893 1028</box>
paragraph: "That would be hard to do in a land where the servant delights to dress more expensively than his master. But I paid no heed to the dress; I saw only the closed eyes, the white face and the blood on the breast. See the man. Bring him to the village and call the officers of the law to look at him before you consign him to the grave, for there has been foul work done up there, and the guilty should be found and punished." <box>158 166 291 271</box>
paragraph: HANDICAP HURDLE RACE of 35sovs.; the second horse to receive 5sovs. Distance 1½ miles. Gentry to be 2 years, over 3 flights of hurdles 3½ ft high. <box>679 1173 813 1211</box>
paragraph: MELBOURNE, May 3.—The vacancy caused by the retirement of Mr Justice Molesworth has been filled by the appointment of Mr Webb to the judicial bench. The case of Bell versus Clark will have to be re-argued, owing to the retirement of Judge Molesworth, before whom it was heard. <box>679 198 813 274</box>
column-7 <box>962 35 1104 1851</box>
paragraph: The Onehunga R.C. Autumn Meeting on Saturday proved most successful, and the only thing that occurred to mar the proceedings was a couple of nasty spills received by two jockeys. In the Winter Oats Handicap, George Thornton was thrown from Dressmaker, sustaining concussion of the spine, and C. Warren came down while riding Hawthorn in the Selling Steeplechase, but he escaped with a severe shaking. Results:— <box>679 1066 813 1171</box>
paragraph: Now he came to that last man, the last of his race. <box>158 1826 291 1845</box>
fires-heading: MORE FIRES IN MANDALAY. <box>851 1702 928 1725</box>
paragraph: The Powers demand from the Greek Government precise assurances that they will at once cause the disarmament of the national forces. <box>966 95 1099 133</box>
paragraph: Geo. A. Webb, 141, York-street, Belfast:—I have sold a large quantity, and the parties have testified to its being what you represent it. <box>966 1048 1099 1086</box>
paragraph: The houses and gardens bordering the single street are quaint and well-kept, leading the traveller to infer that the occupants are well-to-do, and reminding him of Old World hamlets, where Time seems to have come to a stand-still and life is spent in a placid monotony. <box>15 431 148 498</box>
paragraph: "As there has not been a murder committed in that region for a generation, the coroner had made up his mind that this was a suicide. <box>301 808 435 846</box>
paragraph: Hence, on his return home, it was observed that he frequently spoke of Europe; in his latter days he related that he had come to the village and the Berisford he had known. <box>158 1776 291 1824</box>
paragraph: The Marquis of Hartington moved the rejection of the Home Rule Bill in the House of Commons last night. He characterised the proposals as injurious, and stated that they would not satisfy the Home Rule party. Lord Hartington proposed to meet the Irish difficulty by a gradual extension of the principles of local self-government. <box>823 722 956 808</box>
paragraph: Mr Pope, an Edinburgh student, has been appointed as emergency man for the English cricket team, which visits Australia next season. <box>445 530 669 549</box>
column-6-body-c <box>823 353 955 494</box>
paragraph: AUCKLAND, May 8. <box>689 1055 760 1064</box>
paragraph: Mr W. Potter's ch g Gazelle, aged, 10st (Hope) ... 1 <box>679 1339 813 1358</box>
column-2-body-a <box>158 35 290 1345</box>
paragraph: 15th August, 1883. <box>976 1731 1036 1741</box>
paragraph: Sir Andrew Clarke has written a powerful despatch, contesting Mr Bramston's (Colonial Office) advocacy of a compromise regarding the New Hebrides. <box>445 755 669 784</box>
column-1-body <box>15 205 147 1912</box>
paragraph: LONDON, May 10. <box>833 414 896 423</box>
paragraph: Mr Agar POWER said he would second the motion, but he could not say that he did so with great pleasure. With regard to the new company that was proposed, he might mention that there was still a prospect of such a company being formed, but that could not be done until the present company had been properly wound up. <box>823 1459 956 1545</box>
column-2-body-b <box>158 1371 290 2030</box>
paragraph: "How far from here is the body?" <box>25 1846 130 1856</box>
chapter-heading: CHAPTER II <box>194 1348 255 1359</box>
paragraph: MELBOURNE, May 7.—The Government have received a telegram from the Agent-General in London confirming the conclusion of an Anglo-German convention on the Pacific question. <box>679 328 813 385</box>
paragraph: The recognition of this rare beauty was more than local. <box>158 602 291 621</box>
paragraph: Gallants from the city made pilgrimages to Willowenoc, in the hope of seeing Miriam Berisford; and those favoured with an introduction referred to it long afterwards as one of the happy events of their lives. <box>158 623 291 680</box>
paragraph: She was a great student, without being in the slightest degree pedantic; she loved music and could interpret it; and she found delight in transferring to canvas the beautiful scenes about her; in a word, her resources were so varied that she found no time for ennui. <box>158 852 291 918</box>
paragraph: To say her eyes were dark, her hair a lustrous black, and her regular features a rich olive, would hardly convey a conception of the red ripe lips, the perfect teeth, the set of the dainty head on the sloping shoulders, and above all, of the soulful expression that glowed from every feature. <box>158 713 291 789</box>
european-subheading: What the Powers Demand of Greece. <box>971 63 1095 83</box>
paragraph: The Jooke lived all alone. <box>25 985 106 995</box>
paragraph: The doctor, the men who had gone with him to fetch the body in, and The Jooke, were present as witnesses. <box>158 1109 291 1137</box>
page-number: 3 <box>1097 12 1104 27</box>
paragraph: He was known, far and wide, as "The Blue Mountain Hermit," though people who addressed him directly called him "The Jooke." <box>15 806 148 844</box>
paragraph: Mr AIKENS said he was glad to hear that there was a probability of this important work being carried out, for there could be no doubt but that it was most important. <box>823 1547 956 1594</box>
paragraph: Also ran: Mehome, Hawthorn, Surprise, Derby, Rowdy, and Bob. Won by three lengths. Rowdy and Hawthorn fell. Totalisator dividend, £3 15s. The winner was bought in by her owner for £35. <box>679 1547 813 1604</box>
paragraph: Rosetta (Burgess) ... 3 <box>689 1236 759 1245</box>
home-rule-subheading: Mr Chamberlain's Terms of <box>829 63 950 73</box>
smelting-heading: New Zealand Smelting Company. <box>840 1193 938 1214</box>
column-3-body <box>302 35 434 1064</box>
paragraph: Australian visitors at Home are organising a grand "commission" ball to be held in June. <box>445 622 669 641</box>
paragraph: Like a thief at night it steals in upon us unawares. Many persons have pains about the chest and sides, and sometimes in the back. They feel dull and sleepy; the mouth has a bad taste especially in the morning. A sort of sticky slime collects about the teeth. The appetite is poor. There is a feeling like a heavy load on the stomach; sometimes a faint all-gone sensation at the pit of the stomach which food does not satisfy. The eyes are sunken, the hands and feet become cold and feel clammy. After a while a cough sets in at first dry, but after a few months it is attended with a greenish coloured expectoration. The afflicted one feels tired all the while, and sleep does not seem to afford any rest. After a time he becomes nervous, irritable, and gloomy, and has evil forebodings. There is a giddiness, a sort of whirling sensation in the head when rising up suddenly. The bowels become costive; the skin is dry and hot at times; the blood becomes thick and stagnant; the whites of the eyes become tinged with yellow, the urine is scanty and high coloured, depositing a sediment after standing. There is frequently a spitting up of the food, sometimes with a sour taste, and sometimes with a sweetish taste; this is frequently attended with palpitation of the heart; the vision becomes impaired with spots before the eyes; there is a feeling of great prostration and weakness. All of these symptoms are in turn present. It is thought that nearly one-third of our population has this disease in some of its varied forms. <box>966 434 1099 795</box>
